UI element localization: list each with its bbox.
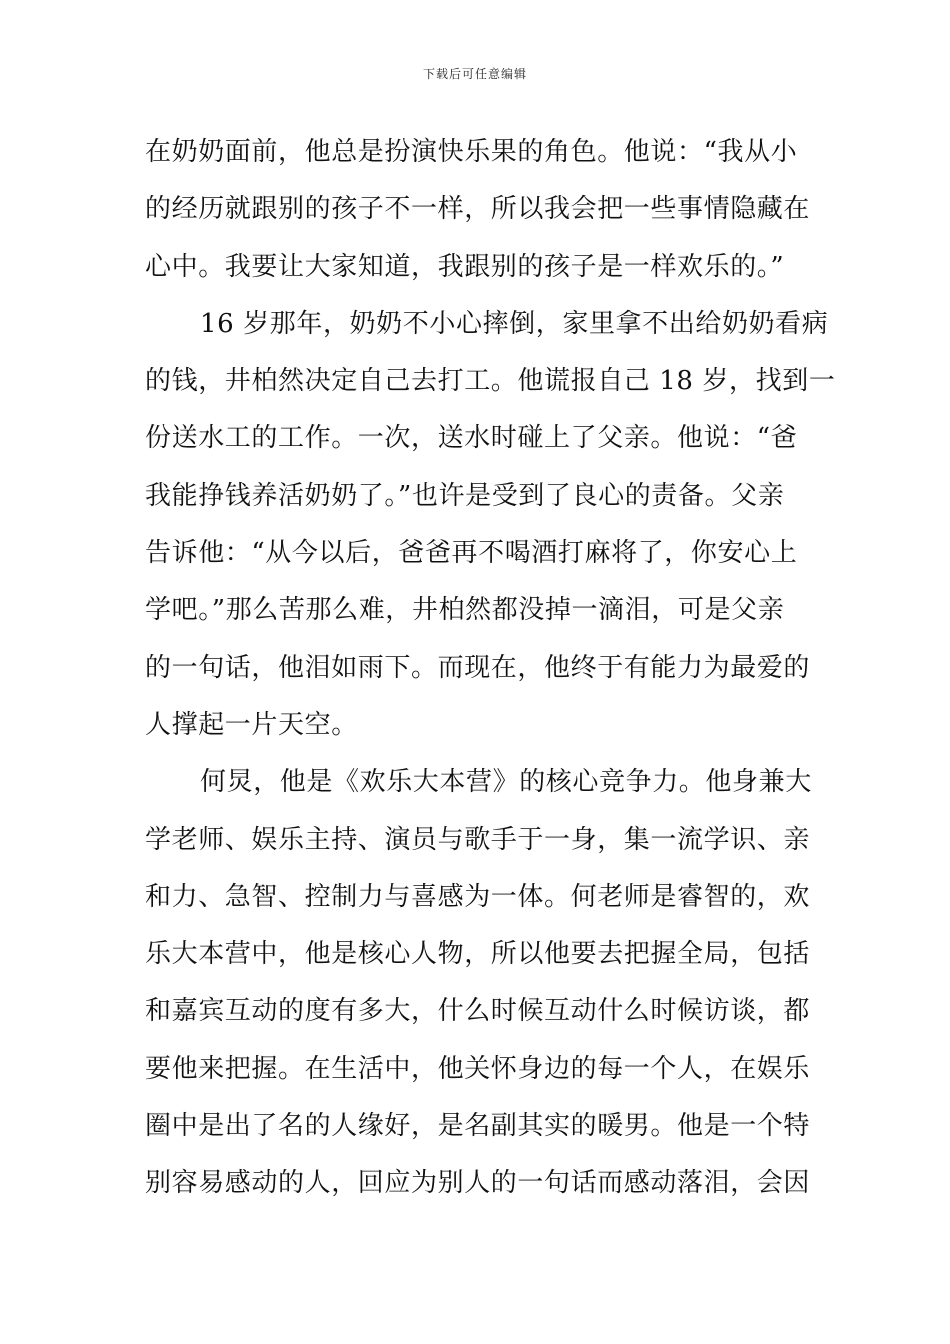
paragraph-first-line: 何炅，他是《欢乐大本营》的核心竞争力。他身兼大: [200, 767, 812, 798]
text-line: 告诉他：“从今以后，爸爸再不喝酒打麻将了，你安心上: [145, 538, 798, 569]
text-line: 我能挣钱养活奶奶了。”也许是受到了良心的责备。父亲: [145, 480, 785, 511]
text-line: 心中。我要让大家知道，我跟别的孩子是一样欢乐的。”: [145, 251, 785, 282]
text-line: 圈中是出了名的人缘好，是名副其实的暖男。他是一个特: [145, 1111, 811, 1142]
text-line: 的一句话，他泪如雨下。而现在，他终于有能力为最爱的: [145, 652, 811, 683]
text-line: 学老师、娱乐主持、演员与歌手于一身，集一流学识、亲: [145, 824, 811, 855]
text-line: 的钱，井柏然决定自己去打工。他谎报自己 18 岁，找到一: [145, 366, 836, 397]
text-line: 要他来把握。在生活中，他关怀身边的每一个人，在娱乐: [145, 1053, 811, 1084]
text-line: 和力、急智、控制力与喜感为一体。何老师是睿智的，欢: [145, 881, 811, 912]
paragraph-first-line: 16 岁那年，奶奶不小心摔倒，家里拿不出给奶奶看病: [200, 308, 829, 339]
text-line: 的经历就跟别的孩子不一样，所以我会把一些事情隐藏在: [145, 194, 811, 225]
text-line: 在奶奶面前，他总是扮演快乐果的角色。他说：“我从小: [145, 137, 798, 167]
text-line: 和嘉宾互动的度有多大，什么时候互动什么时候访谈，都: [145, 996, 811, 1027]
text-line: 学吧。”那么苦那么难，井柏然都没掉一滴泪，可是父亲: [145, 595, 785, 626]
text-line: 人撑起一片天空。: [145, 709, 358, 740]
document-body: [145, 124, 836, 1213]
page-header-note: 下载后可任意编辑: [422, 67, 527, 81]
text-line: 别容易感动的人，回应为别人的一句话而感动落泪，会因: [145, 1168, 811, 1199]
text-line: 份送水工的工作。一次，送水时碰上了父亲。他说：“爸: [145, 423, 798, 454]
text-line: 乐大本营中，他是核心人物，所以他要去把握全局，包括: [145, 939, 811, 970]
